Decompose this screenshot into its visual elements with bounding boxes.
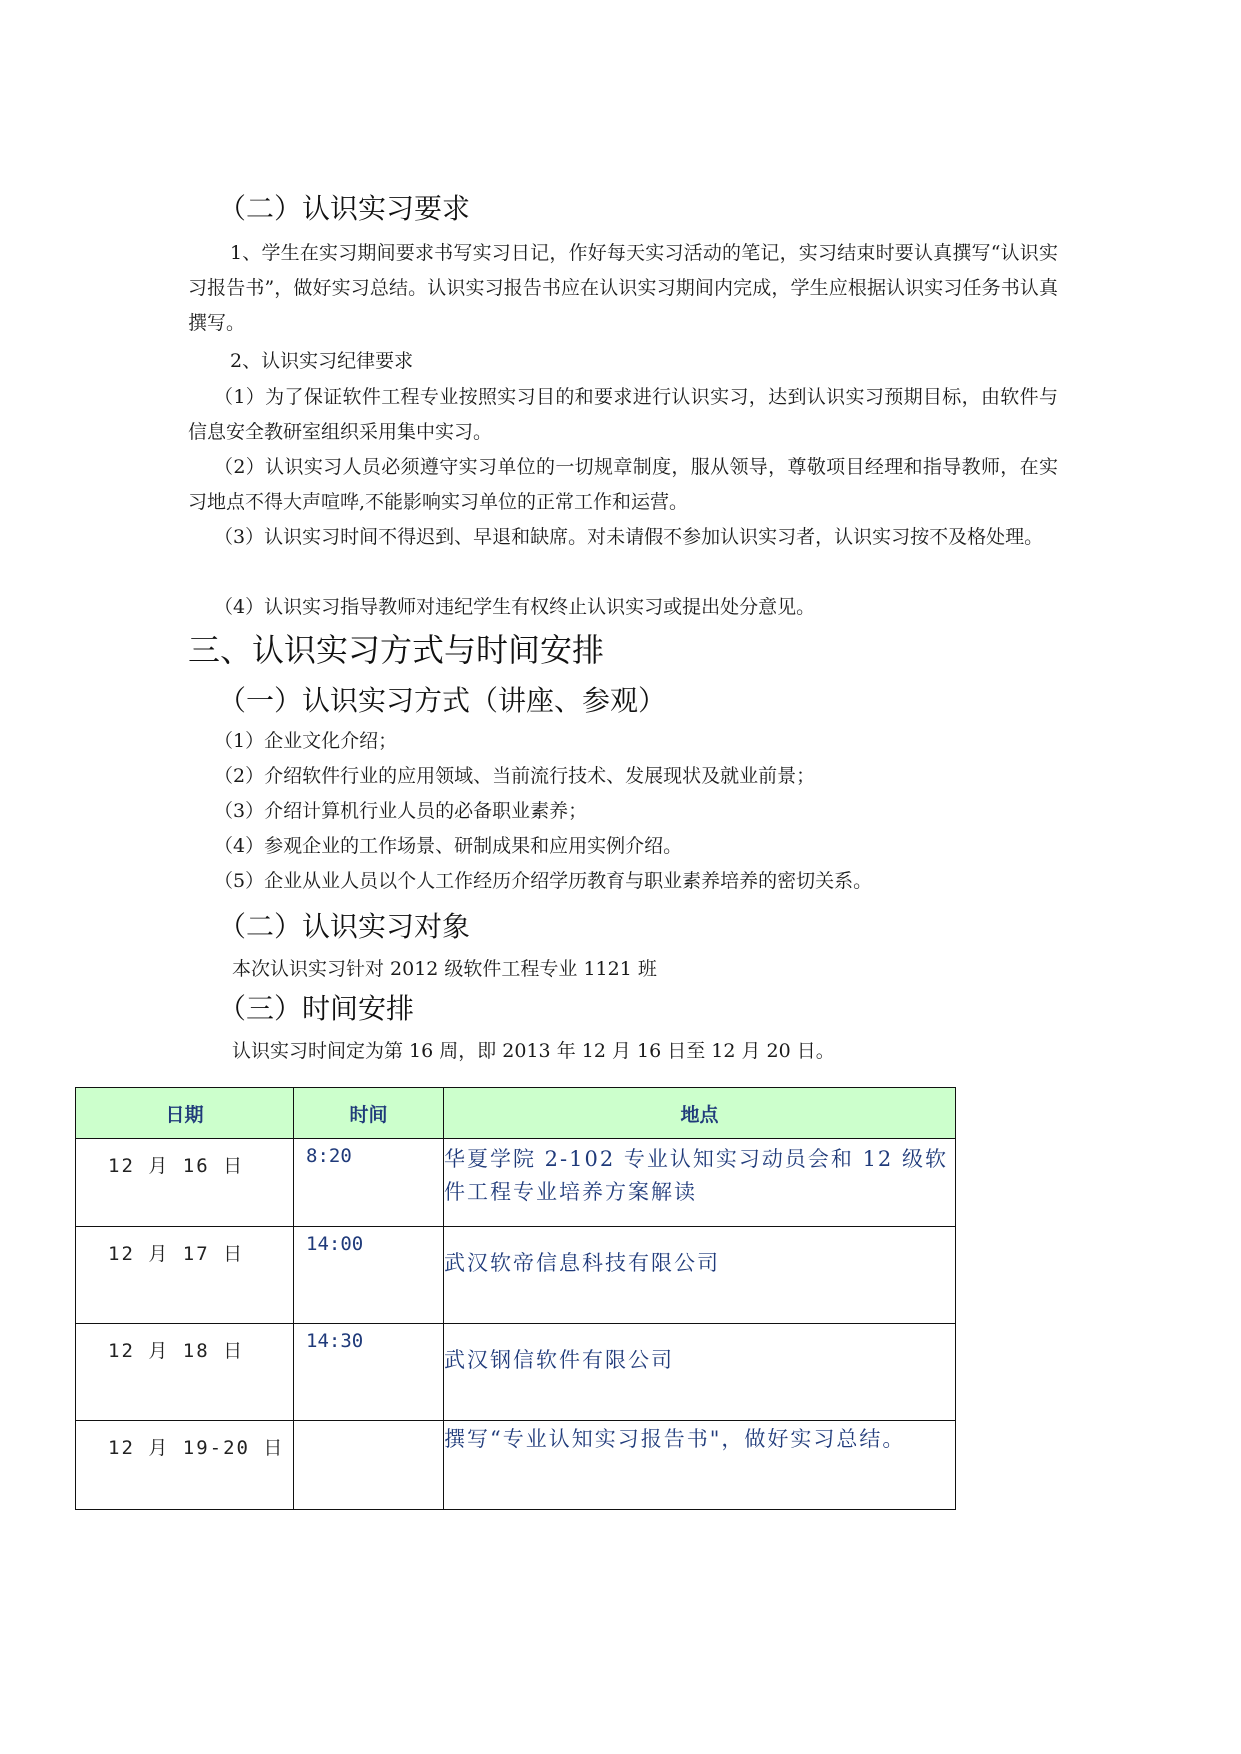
header-date: 日期 <box>76 1088 294 1139</box>
table-row <box>76 1421 956 1510</box>
header-place: 地点 <box>444 1088 956 1139</box>
time-cell: 14:00 <box>294 1227 444 1324</box>
time-text: 认识实习时间定为第 16 周，即 2013 年 12 月 16 日至 12 月 20 日。 <box>232 1040 835 1062</box>
mode-item-3: （3）介绍计算机行业人员的必备职业素养； <box>214 800 588 822</box>
time-cell <box>294 1421 444 1510</box>
table-header-row <box>76 1088 956 1139</box>
mode-heading: （一）认识实习方式（讲座、参观） <box>218 684 667 717</box>
req-item-1: （1）为了保证软件工程专业按照实习目的和要求进行认识实习，达到认识实习预期目标，由软件与信息安全教研室组织采用集中实习。 <box>188 386 1058 443</box>
place-cell: 武汉钢信软件有限公司 <box>444 1324 956 1421</box>
req-item-4: （4）认识实习指导教师对违纪学生有权终止认识实习或提出处分意见。 <box>214 596 816 618</box>
req-paragraph-1: 1、学生在实习期间要求书写实习日记，作好每天实习活动的笔记，实习结束时要认真撰写“认识实习报告书”，做好实习总结。认识实习报告书应在认识实习期间内完成，学生应根据认识实习任务书认真撰写。 <box>188 242 1058 334</box>
time-cell: 14:30 <box>294 1324 444 1421</box>
place-cell: 撰写“专业认知实习报告书"，做好实习总结。 <box>444 1421 956 1510</box>
target-heading: （二）认识实习对象 <box>218 910 471 943</box>
place-cell: 华夏学院 2-102 专业认知实习动员会和 12 级软件工程专业培养方案解读 <box>444 1139 956 1227</box>
schedule-table <box>75 1087 956 1510</box>
date-cell: 12 月 18 日 <box>76 1324 294 1421</box>
place-cell: 武汉软帝信息科技有限公司 <box>444 1227 956 1324</box>
time-cell: 8:20 <box>294 1139 444 1227</box>
mode-item-5: （5）企业从业人员以个人工作经历介绍学历教育与职业素养培养的密切关系。 <box>214 870 873 892</box>
time-heading: （三）时间安排 <box>218 992 415 1025</box>
mode-item-2: （2）介绍软件行业的应用领域、当前流行技术、发展现状及就业前景； <box>214 765 816 787</box>
header-time: 时间 <box>294 1088 444 1139</box>
part3-heading: 三、认识实习方式与时间安排 <box>188 631 605 669</box>
req-item-3: （3）认识实习时间不得迟到、早退和缺席。对未请假不参加认识实习者，认识实习按不及格处理。 <box>214 526 1044 548</box>
date-cell: 12 月 19-20 日 <box>76 1421 294 1510</box>
date-cell: 12 月 17 日 <box>76 1227 294 1324</box>
date-cell: 12 月 16 日 <box>76 1139 294 1227</box>
table-row <box>76 1324 956 1421</box>
table-row <box>76 1227 956 1324</box>
req-item-2: （2）认识实习人员必须遵守实习单位的一切规章制度，服从领导，尊敬项目经理和指导教师，在实习地点不得大声喧哗,不能影响实习单位的正常工作和运营。 <box>188 456 1058 513</box>
mode-item-1: （1）企业文化介绍； <box>214 730 398 752</box>
req-paragraph-2: 2、认识实习纪律要求 <box>230 350 414 372</box>
table-row <box>76 1139 956 1227</box>
mode-item-4: （4）参观企业的工作场景、研制成果和应用实例介绍。 <box>214 835 683 857</box>
target-text: 本次认识实习针对 2012 级软件工程专业 1121 班 <box>232 958 657 980</box>
req-heading: （二）认识实习要求 <box>218 192 471 225</box>
